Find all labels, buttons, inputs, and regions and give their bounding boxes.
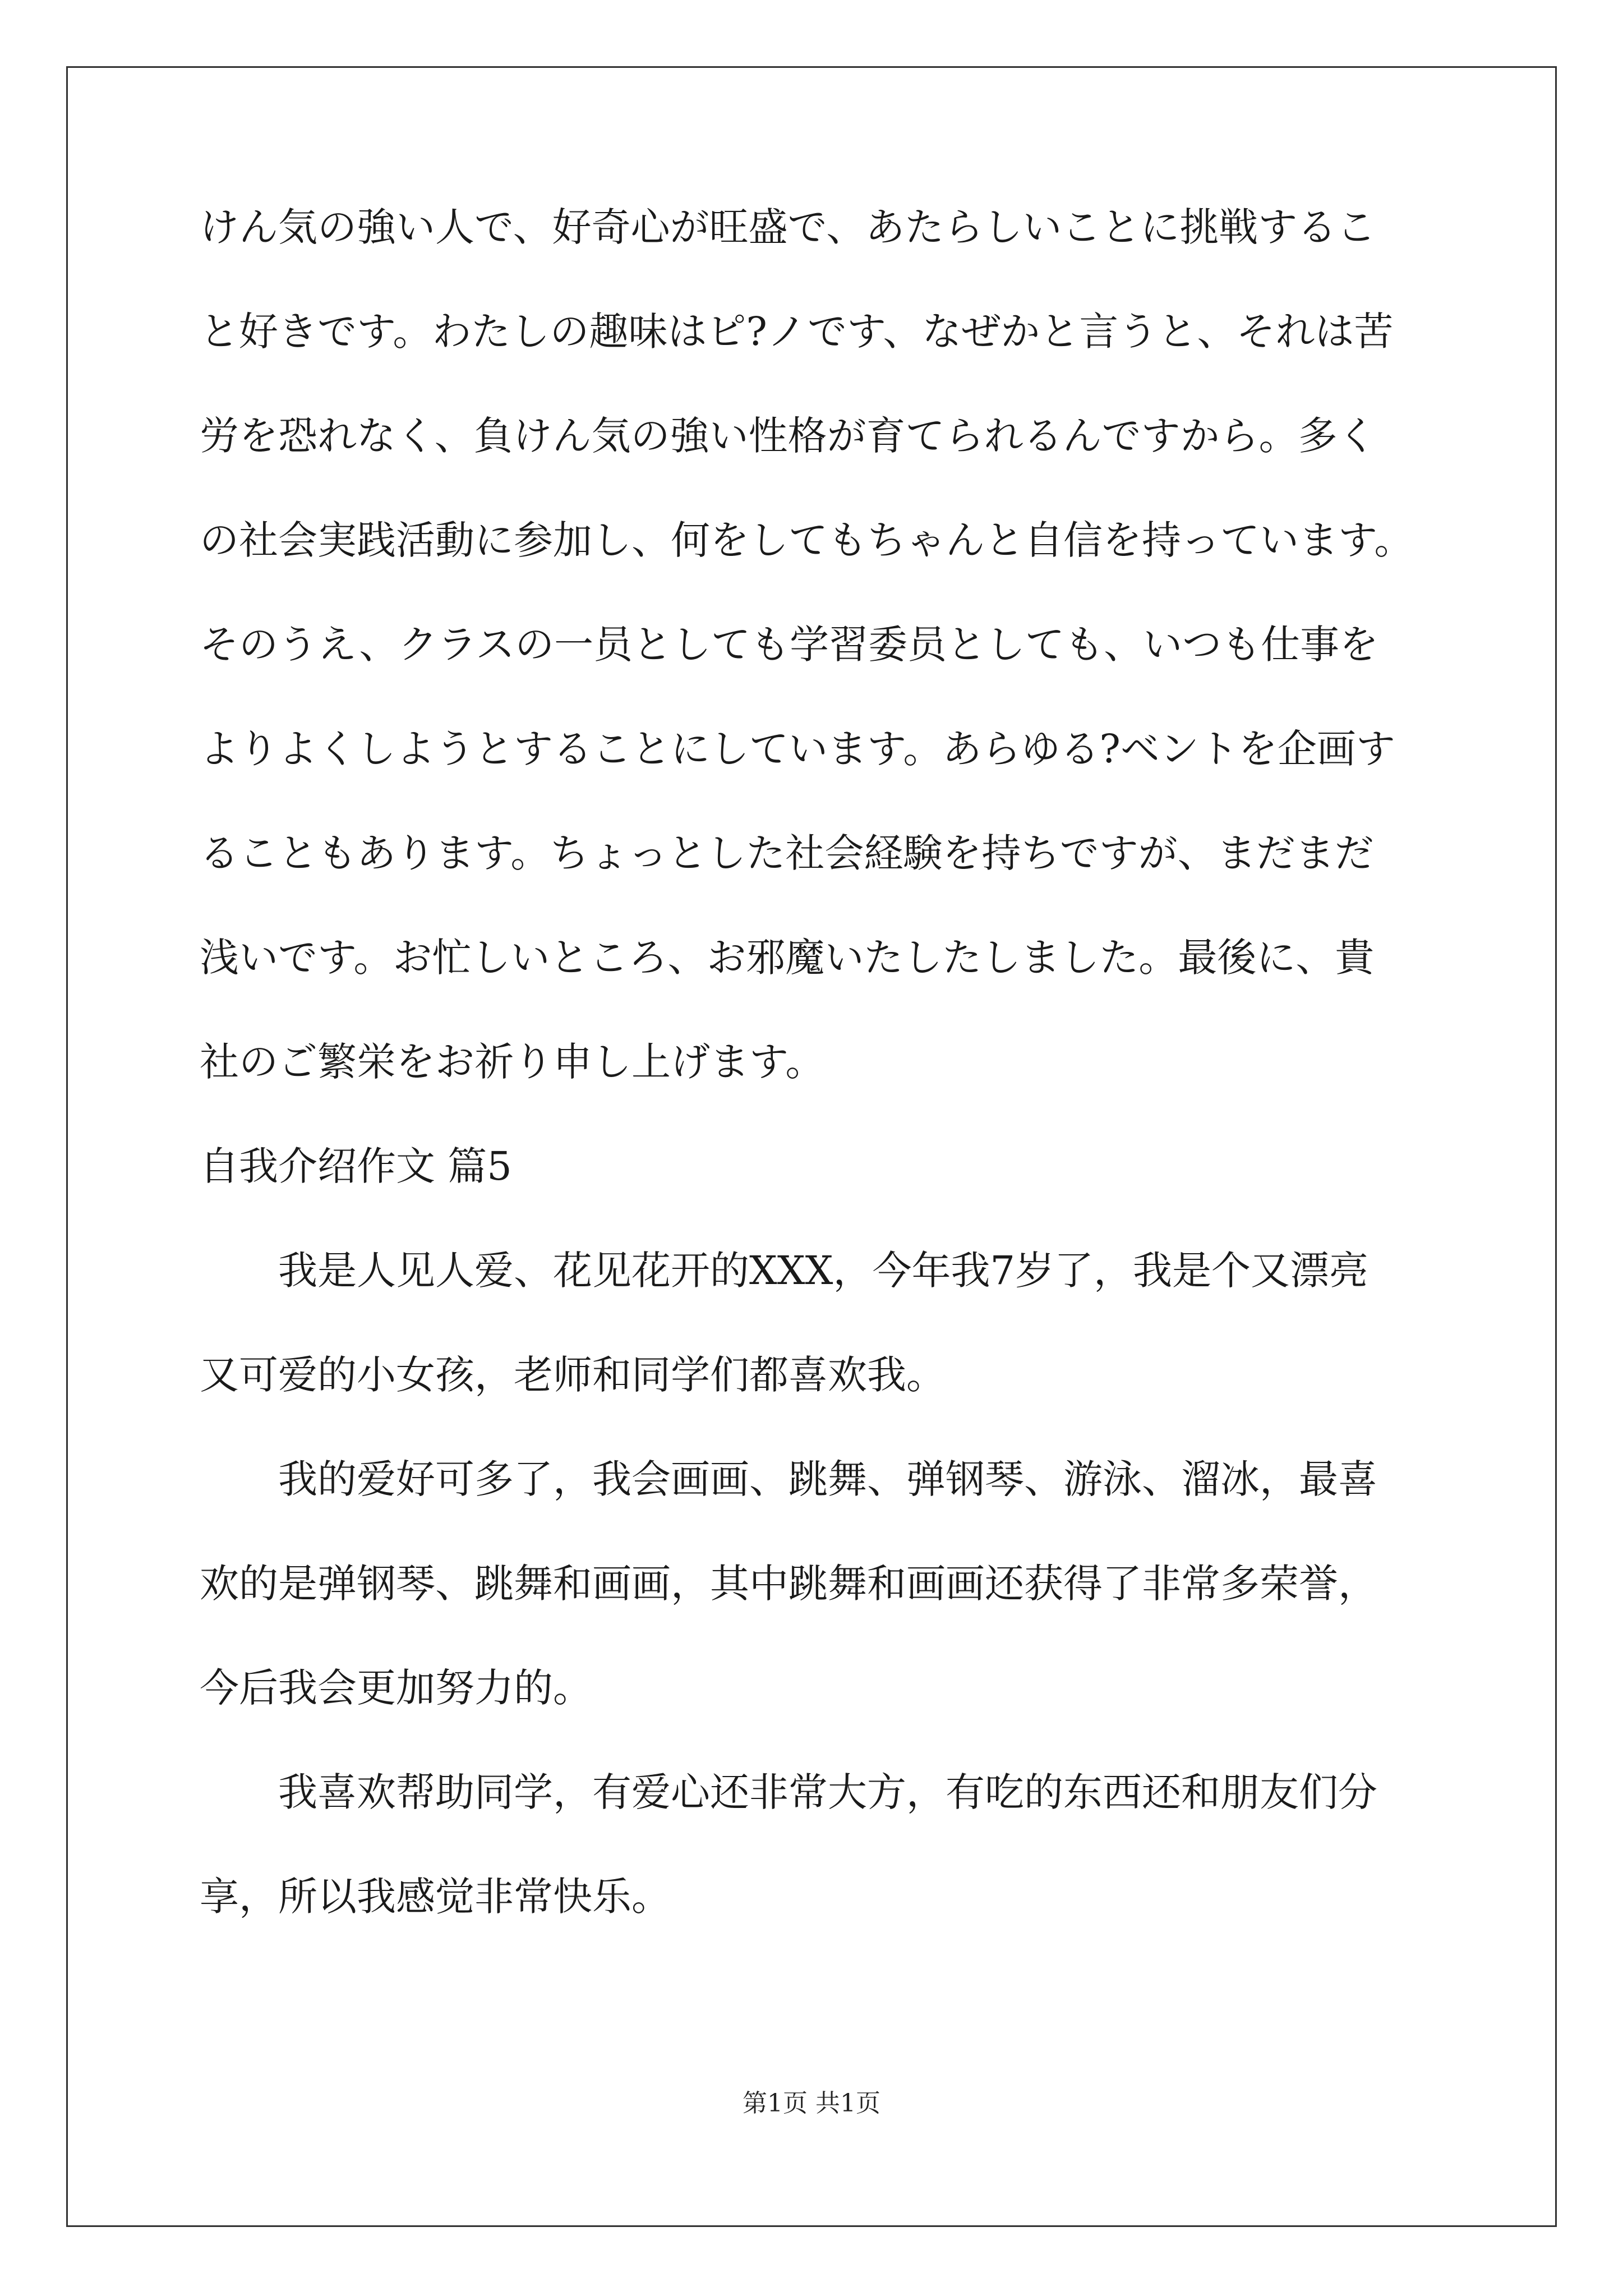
text-line: けん気の強い人で、好奇心が旺盛で、あたらしいことに挑戦するこ bbox=[200, 204, 1376, 250]
text-line: 浅いです。お忙しいところ、お邪魔いたしたしました。最後に、貴 bbox=[200, 935, 1375, 981]
text-line: そのうえ、クラスの一员としても学習委员としても、いつも仕事を bbox=[200, 622, 1379, 668]
paragraph-line: 今后我会更加努力的。 bbox=[200, 1665, 592, 1711]
paragraph-line: 享，所以我感觉非常快乐。 bbox=[200, 1874, 671, 1920]
paragraph-line: 我喜欢帮助同学，有爱心还非常大方，有吃的东西还和朋友们分 bbox=[278, 1769, 1377, 1815]
section-heading: 自我介绍作文 篇5 bbox=[200, 1143, 512, 1189]
page-number-footer: 第1页 共1页 bbox=[743, 2089, 880, 2118]
text-line: と好きです。わたしの趣味はピ?ノです、なぜかと言うと、それは苦 bbox=[200, 309, 1394, 355]
document-body bbox=[200, 204, 1456, 1981]
text-line: の社会実践活動に参加し、何をしてもちゃんと自信を持っています。 bbox=[200, 517, 1414, 563]
paragraph-line: 我是人见人爱、花见花开的XXX，今年我7岁了，我是个又漂亮 bbox=[278, 1248, 1369, 1294]
paragraph-line: 又可爱的小女孩，老师和同学们都喜欢我。 bbox=[200, 1352, 946, 1398]
text-line: 社のご繁栄をお祈り申し上げます。 bbox=[200, 1039, 825, 1085]
text-line: よりよくしようとすることにしています。あらゆる?ベントを企画す bbox=[200, 726, 1395, 772]
paragraph-line: 我的爱好可多了，我会画画、跳舞、弹钢琴、游泳、溜冰，最喜 bbox=[278, 1456, 1377, 1502]
text-line: ることもあります。ちょっとした社会経験を持ちですが、まだまだ bbox=[200, 830, 1374, 876]
paragraph-line: 欢的是弹钢琴、跳舞和画画，其中跳舞和画画还获得了非常多荣誉， bbox=[200, 1561, 1377, 1607]
text-line: 労を恐れなく、負けん気の強い性格が育てられるんですから。多く bbox=[200, 413, 1377, 459]
